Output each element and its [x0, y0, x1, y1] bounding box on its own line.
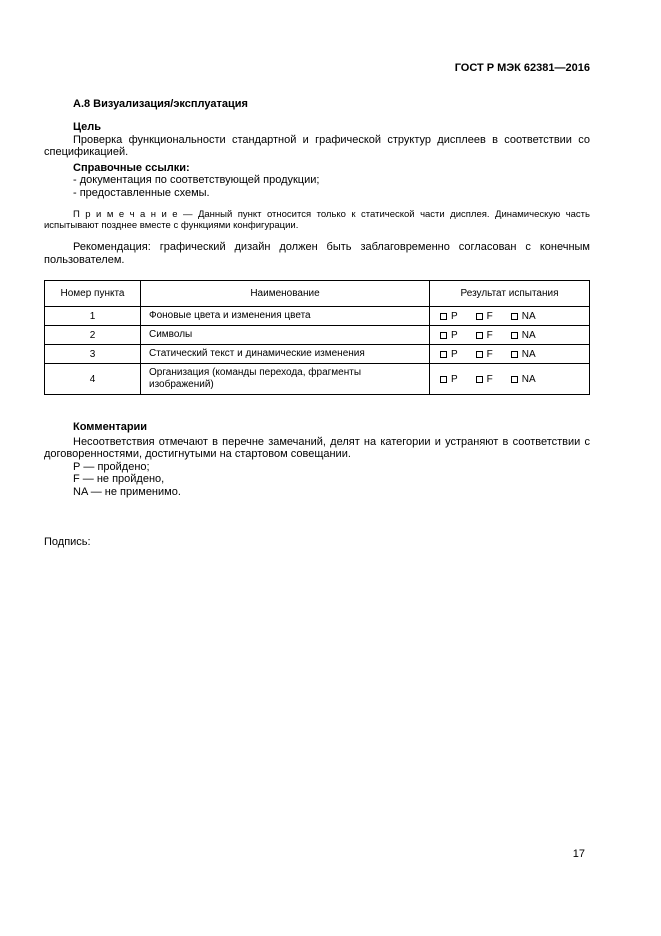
ref-item: - предоставленные схемы.: [73, 186, 210, 199]
checkbox-icon[interactable]: [440, 332, 447, 339]
checkbox-fail[interactable]: [476, 330, 493, 341]
legend-fail: F — не пройдено,: [73, 473, 165, 485]
checkbox-label: F: [486, 348, 493, 360]
row-name: Организация (команды перехода, фрагменты изображений): [141, 364, 430, 395]
checkbox-icon[interactable]: [511, 351, 518, 358]
page-number: 17: [572, 848, 585, 860]
checkbox-label: F: [486, 329, 493, 341]
table-row: [45, 345, 590, 364]
goal-label: Цель: [73, 121, 102, 133]
checkbox-fail[interactable]: [476, 349, 493, 360]
checkbox-label: F: [486, 373, 493, 385]
column-header-number: Номер пункта: [45, 281, 141, 307]
comments-text: Несоответствия отмечают в перечне замечаний, делят на категории и устраняют в соответствии с договоренностями, достигнутыми на стартовом совещании.: [44, 435, 590, 460]
checkbox-na[interactable]: [511, 330, 536, 341]
checkbox-label: NA: [521, 329, 536, 341]
checkbox-pass[interactable]: [440, 311, 458, 322]
checkbox-icon[interactable]: [511, 332, 518, 339]
checkbox-label: NA: [521, 348, 536, 360]
signature-label: Подпись:: [44, 536, 91, 548]
checkbox-label: P: [451, 310, 458, 322]
checkbox-label: NA: [521, 373, 536, 385]
row-result: [430, 307, 590, 326]
checkbox-na[interactable]: [511, 311, 536, 322]
column-header-name: Наименование: [141, 281, 430, 307]
checkbox-fail[interactable]: [476, 374, 493, 385]
checkbox-pass[interactable]: [440, 330, 458, 341]
row-number: 3: [45, 345, 141, 364]
result-options: [440, 311, 579, 322]
checkbox-pass[interactable]: [440, 349, 458, 360]
checkbox-fail[interactable]: [476, 311, 493, 322]
table-row: [45, 326, 590, 345]
recommendation-paragraph: Рекомендация: графический дизайн должен быть заблаговременно согласован с конечным пользователем.: [44, 241, 590, 266]
column-header-result: Результат испытания: [430, 281, 590, 307]
table-header-row: [45, 281, 590, 307]
checkbox-label: F: [486, 310, 493, 322]
row-name: Статический текст и динамические изменения: [141, 345, 430, 364]
doc-number: ГОСТ Р МЭК 62381—2016: [454, 62, 590, 74]
test-protocol-table: [44, 280, 590, 395]
result-options: [440, 349, 579, 360]
table-row: [45, 307, 590, 326]
checkbox-icon[interactable]: [511, 313, 518, 320]
legend-pass: Р — пройдено;: [73, 460, 150, 473]
checkbox-na[interactable]: [511, 374, 536, 385]
result-options: [440, 374, 579, 385]
doc-header: [44, 62, 590, 74]
checkbox-label: NA: [521, 310, 536, 322]
section-title: А.8 Визуализация/эксплуатация: [73, 98, 248, 110]
ref-item: - документация по соответствующей продукции;: [73, 174, 320, 186]
refs-label: Справочные ссылки:: [73, 161, 190, 174]
checkbox-icon[interactable]: [440, 376, 447, 383]
row-number: 4: [45, 364, 141, 395]
row-number: 2: [45, 326, 141, 345]
checkbox-icon[interactable]: [476, 313, 483, 320]
checkbox-label: P: [451, 373, 458, 385]
checkbox-icon[interactable]: [476, 351, 483, 358]
checkbox-pass[interactable]: [440, 374, 458, 385]
table-row: [45, 364, 590, 395]
note-paragraph: П р и м е ч а н и е — Данный пункт относится только к статической части дисплея. Динамическую часть испытывают позднее вместе с функциями конфигурации.: [44, 209, 590, 231]
checkbox-icon[interactable]: [440, 313, 447, 320]
result-options: [440, 330, 579, 341]
row-number: 1: [45, 307, 141, 326]
checkbox-icon[interactable]: [511, 376, 518, 383]
checkbox-label: P: [451, 329, 458, 341]
checkbox-icon[interactable]: [440, 351, 447, 358]
checkbox-icon[interactable]: [476, 332, 483, 339]
row-name: Символы: [141, 326, 430, 345]
row-result: [430, 345, 590, 364]
row-name: Фоновые цвета и изменения цвета: [141, 307, 430, 326]
checkbox-icon[interactable]: [476, 376, 483, 383]
row-result: [430, 364, 590, 395]
legend-na: NA — не применимо.: [73, 485, 181, 498]
document-content: [44, 62, 590, 548]
comments-title: Комментарии: [73, 421, 148, 433]
checkbox-na[interactable]: [511, 349, 536, 360]
checkbox-label: P: [451, 348, 458, 360]
row-result: [430, 326, 590, 345]
goal-text: Проверка функциональности стандартной и графической структур дисплеев в соответствии со спецификацией.: [44, 133, 590, 158]
